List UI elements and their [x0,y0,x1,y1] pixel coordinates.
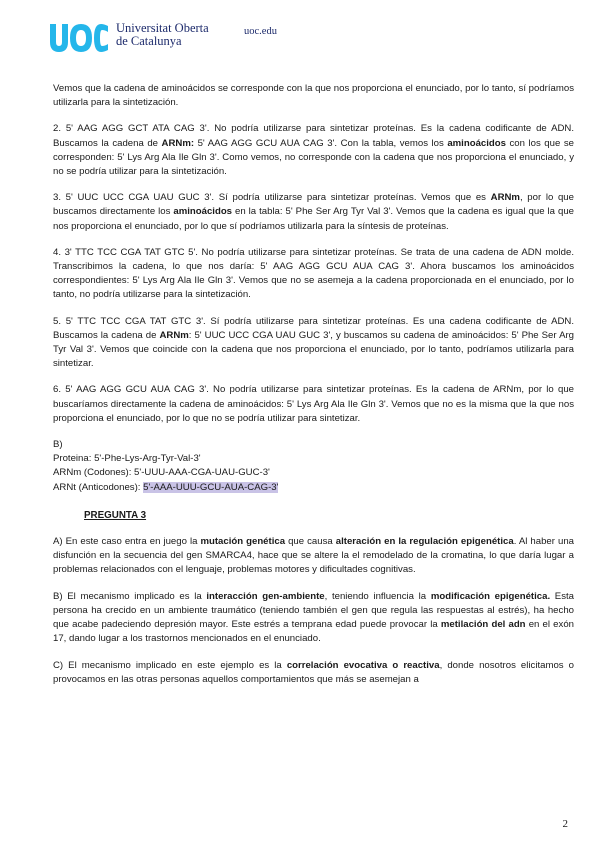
uoc-logo-icon [48,18,110,58]
logo-line2: de Catalunya [116,34,182,48]
pregunta-3-heading: PREGUNTA 3 [84,509,147,521]
arnt-line: ARNt (Anticodones): 5'-AAA-UUU-GCU-AUA-CAG-3' [53,481,279,493]
answer-a: A) En este caso entra en juego la mutación genética que causa alteración en la regulación epigenética. Al haber una disfunción en la secuencia del gen SMARCA4, hace que se altere la el remodelado de la cromatina, lo que daría lugar a problemas relacionados con el lenguaje, problemas motores y dificultades cognitivas. [53,536,575,576]
paragraph-6: 6. 5' AAG AGG GCU AUA CAG 3'. No podría utilizarse para sintetizar proteínas. Es la cadena de ARNm, por lo que buscaríamos directamente la cadena de aminoácidos: 5' Lys Arg Ala Ile Gln 3'. Vemos que no es la misma que la que nos proporciona el enunciado, por lo que no se podría utilizar para sintetizar. [53,384,574,424]
highlighted-anticodons[interactable]: 5'-AAA-UUU-GCU-AUA-CAG-3' [143,481,279,493]
arnm-line: ARNm (Codones): 5'-UUU-AAA-CGA-UAU-GUC-3' [53,467,270,479]
page-header [48,14,468,60]
section-b [53,438,574,495]
section-b-label: B) [53,439,63,451]
paragraph-3: 3. 5' UUC UCC CGA UAU GUC 3'. Sí podría utilizarse para sintetizar proteínas. Vemos que es ARNm, por lo que buscamos directamente los aminoácidos en la tabla: 5' Phe Ser Arg Tyr Val 3'. Vemos que la cadena es igual que la que nos proporciona el enunciado, por lo que sí podríamos utilizarla para la síntesis de proteínas. [53,192,574,232]
university-name [116,22,209,48]
paragraph-4: 4. 3' TTC TCC CGA TAT GTC 5'. No podría utilizarse para sintetizar proteínas. Se trata de una cadena de ADN molde. Transcribimos la cadena, lo que nos daría: 5' AAG AGG GCU AUA CAG 3'. Ahora buscamos los aminoácidos correspondientes: 5' Lys Arg Ala Ile Gln 3'. Vemos que no se asemeja a la cadena proporcionada en el enunciado, por lo tanto, no podría utilizarse para la sintetización. [53,246,574,301]
paragraph-2: 2. 5' AAG AGG GCT ATA CAG 3'. No podría utilizarse para sintetizar proteínas. Es la cadena codificante de ADN. Buscamos la cadena de ARNm: 5' AAG AGG GCU AUA CAG 3'. Con la tabla, vemos los aminoácidos con los que se corresponden: 5' Lys Arg Ala Ile Gln 3'. Como vemos, no corresponde con la cadena que nos proporciona el enunciado, y no se podría utilizar para la sintetización. [53,123,574,178]
logo-line1: Universitat Oberta [116,21,209,35]
answer-b: B) El mecanismo implicado es la interacción gen-ambiente, teniendo influencia la modificación epigenética. Esta persona ha crecido en un ambiente traumático (teniendo también el gen que regula las respuestas al estrés), ha hecho que acabe padeciendo depresión mayor. Este estrés a temprana edad puede provocar la metilación del adn en el exón 17, dando lugar a los trastornos mencionados en el enunciado. [53,590,575,645]
proteina-line: Proteina: 5'-Phe-Lys-Arg-Tyr-Val-3' [53,453,201,465]
paragraph-1: Vemos que la cadena de aminoácidos se corresponde con la que nos proporciona el enunciado, por lo tanto, sí podríamos utilizarla para la sintetización. [53,83,574,109]
page-number: 2 [562,818,568,830]
paragraph-5: 5. 5' TTC TCC CGA TAT GTC 3'. Sí podría utilizarse para sintetizar proteínas. Es una cadena codificante de ADN. Buscamos la cadena de ARNm: 5' UUC UCC CGA UAU GUC 3', y buscamos su cadena de aminoácidos: 5' Phe Ser Arg Tyr Val 3'. Vemos que coincide con la cadena que nos proporciona el enunciado, por lo tanto, podríamos utilizarla para sintetizar. [53,315,574,370]
document-body [53,82,574,699]
answer-c: C) El mecanismo implicado en este ejemplo es la correlación evocativa o reactiva, donde nosotros elicitamos o provocamos en las otras personas aquellos comportamientos que más se asemejan a [53,659,574,685]
header-url[interactable]: uoc.edu [244,26,277,37]
